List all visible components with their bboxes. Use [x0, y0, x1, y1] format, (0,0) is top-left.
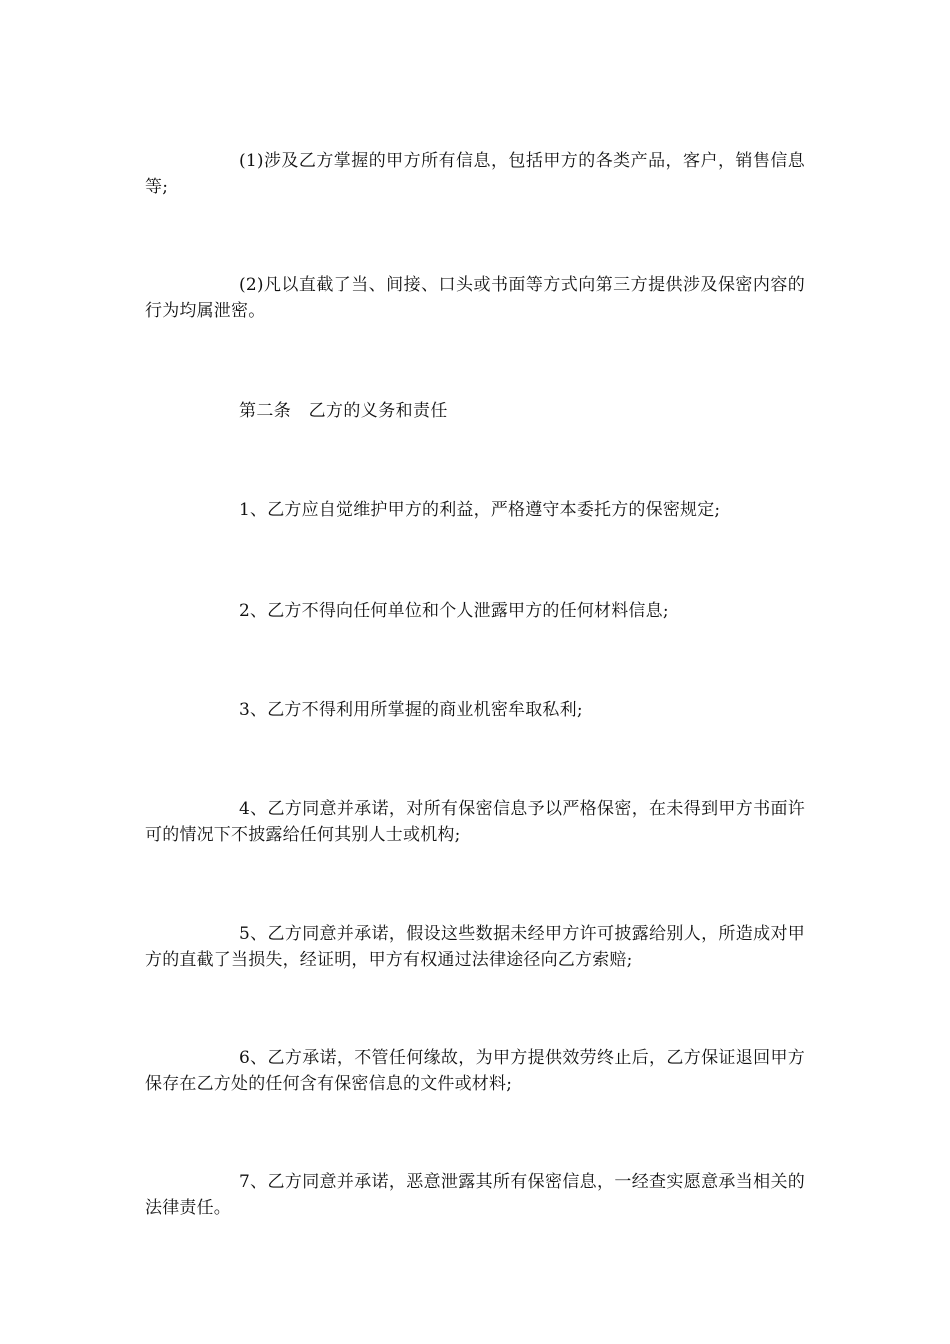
- clause-1-paragraph: (1)涉及乙方掌握的甲方所有信息，包括甲方的各类产品，客户，销售信息等;: [145, 151, 805, 197]
- obligation-3-paragraph: 3、乙方不得利用所掌握的商业机密牟取私利;: [239, 700, 583, 720]
- obligation-5-paragraph: 5、乙方同意并承诺，假设这些数据未经甲方许可披露给别人，所造成对甲方的直截了当损失，经证明，甲方有权通过法律途径向乙方索赔;: [145, 924, 805, 970]
- obligation-4-paragraph: 4、乙方同意并承诺，对所有保密信息予以严格保密，在未得到甲方书面许可的情况下不披露给任何其别人士或机构;: [145, 799, 805, 845]
- section-heading: 第二条 乙方的义务和责任: [239, 401, 448, 421]
- obligation-6-paragraph: 6、乙方承诺，不管任何缘故，为甲方提供效劳终止后，乙方保证退回甲方保存在乙方处的任何含有保密信息的文件或材料;: [145, 1048, 805, 1094]
- obligation-7-paragraph: 7、乙方同意并承诺，恶意泄露其所有保密信息，一经查实愿意承当相关的法律责任。: [145, 1172, 805, 1218]
- obligation-2-paragraph: 2、乙方不得向任何单位和个人泄露甲方的任何材料信息;: [239, 601, 669, 621]
- clause-2-paragraph: (2)凡以直截了当、间接、口头或书面等方式向第三方提供涉及保密内容的行为均属泄密。: [145, 275, 805, 321]
- obligation-1-paragraph: 1、乙方应自觉维护甲方的利益，严格遵守本委托方的保密规定;: [239, 500, 721, 520]
